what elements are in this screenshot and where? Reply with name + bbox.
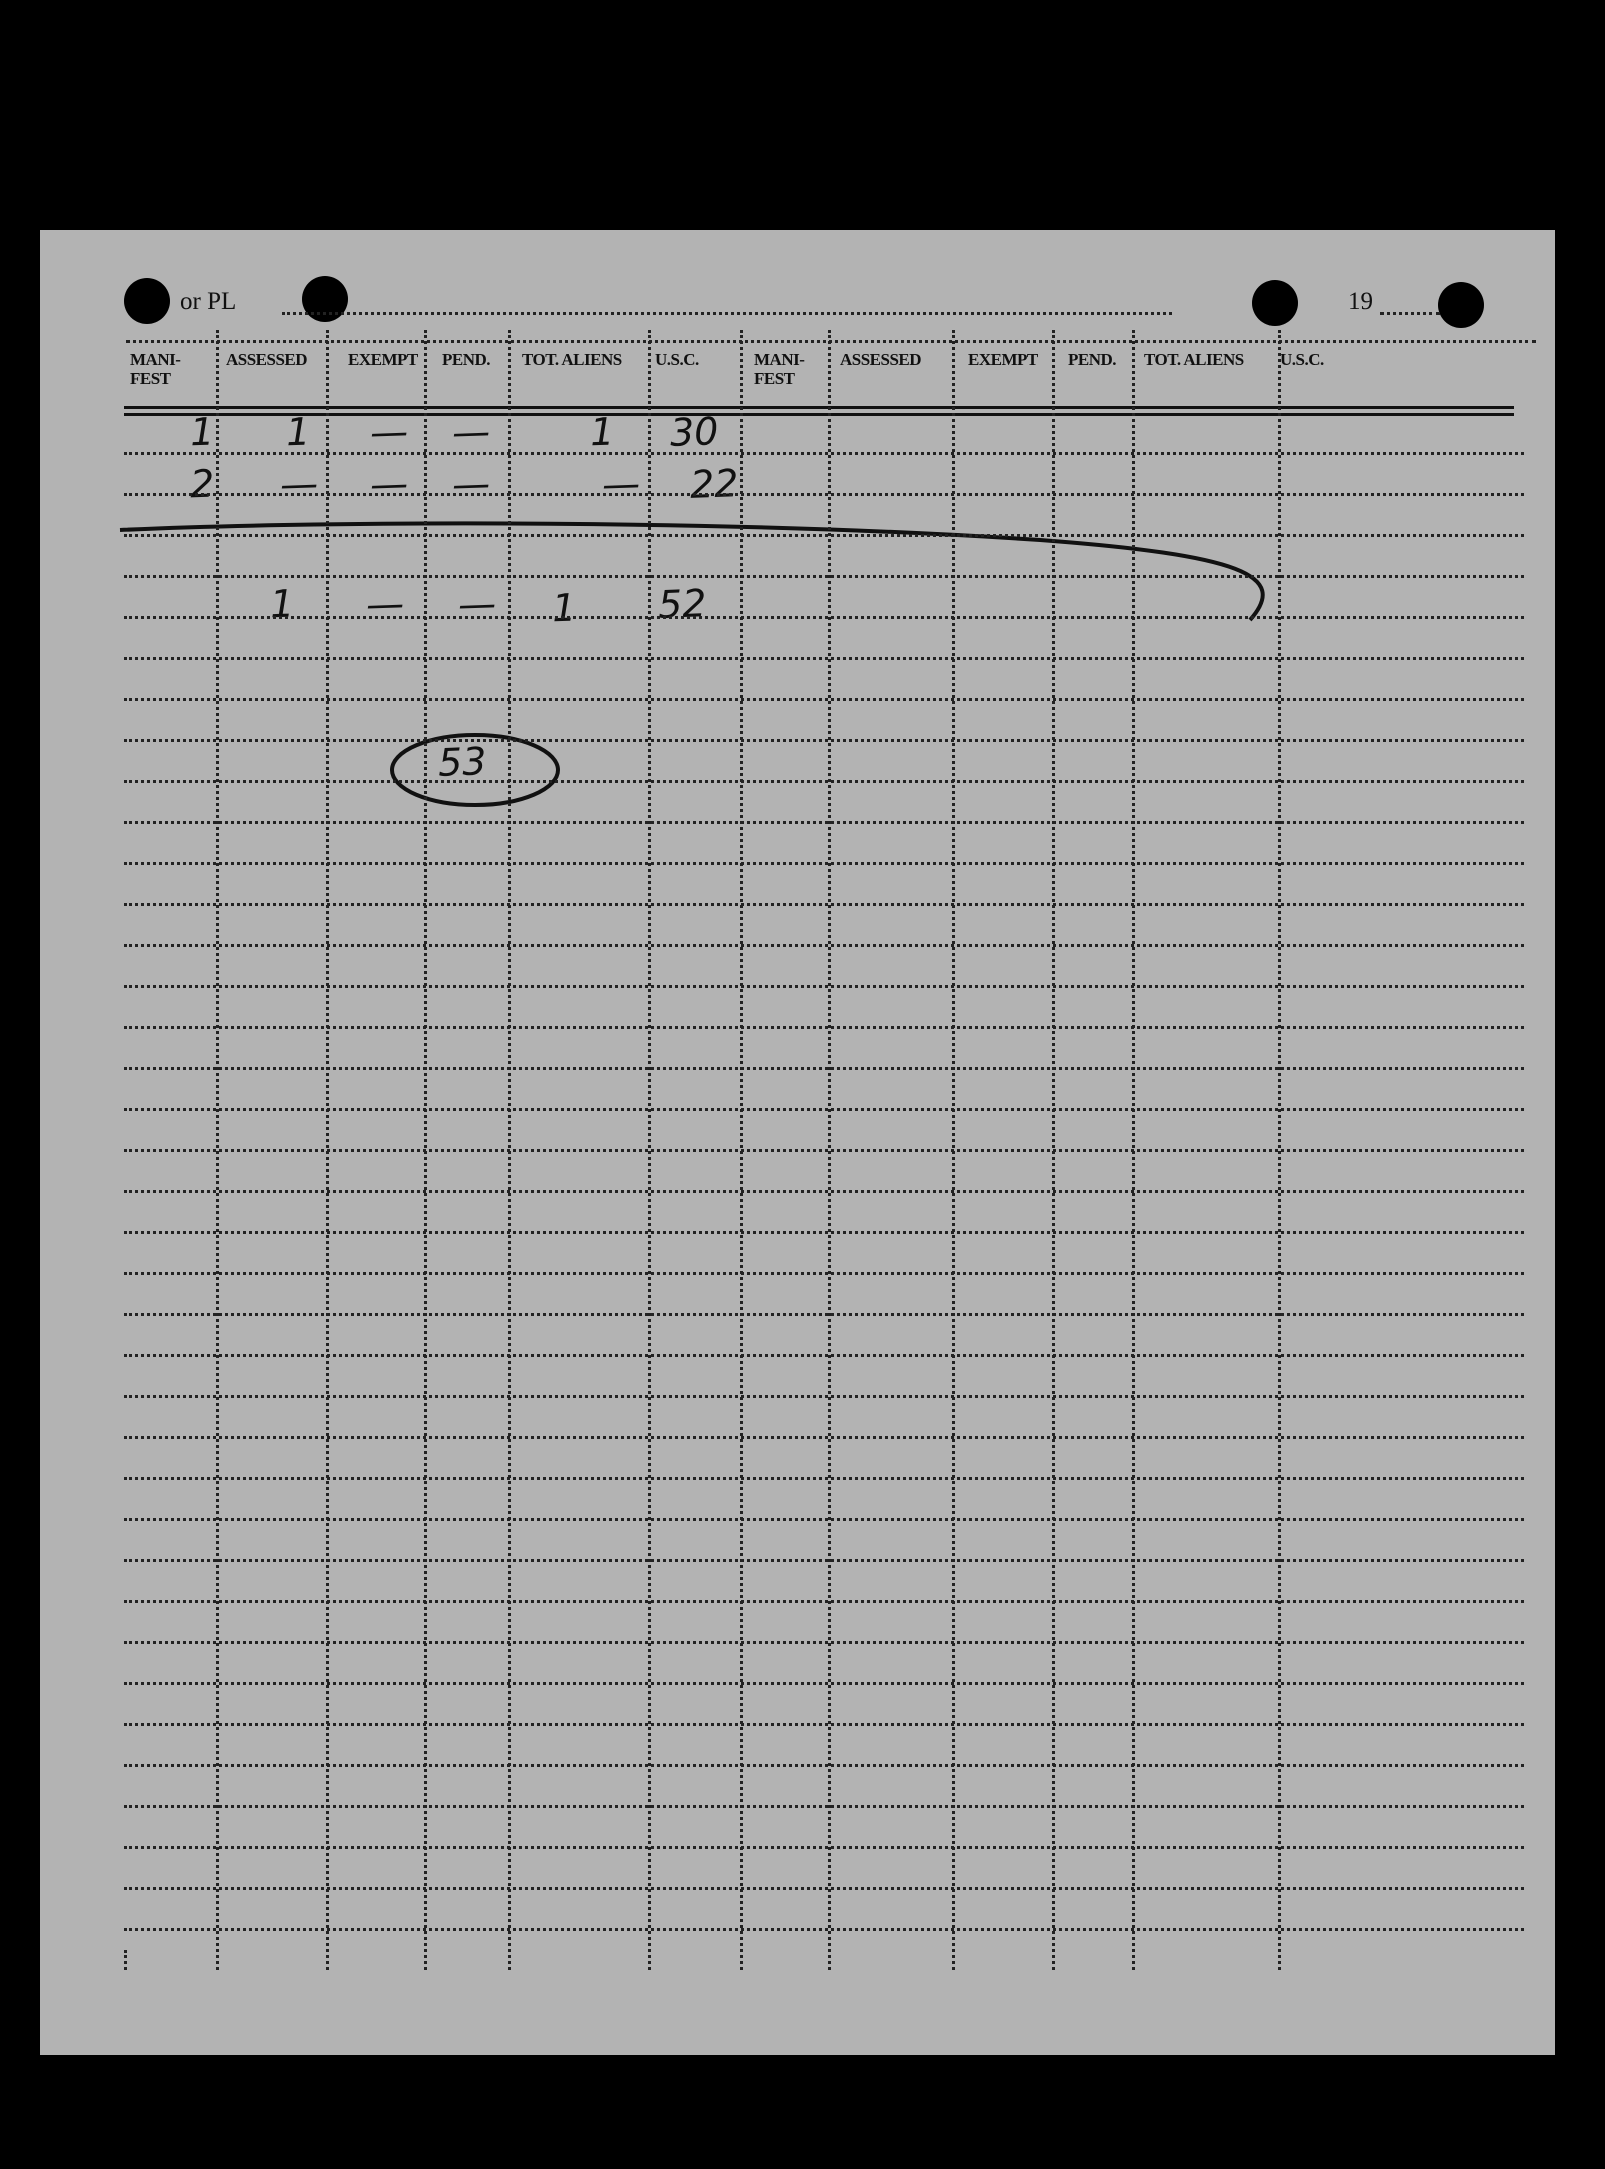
row2-usc: 22 <box>689 461 740 507</box>
col-header-manifest-left: MANI- FEST <box>130 350 181 388</box>
grid-row-line <box>124 780 1524 783</box>
grid-row-line <box>124 862 1524 865</box>
total-usc: 52 <box>657 581 708 627</box>
col-header-assessed-left: ASSESSED <box>226 350 308 369</box>
grid-row-line <box>124 1600 1524 1603</box>
row1-usc: 30 <box>669 409 720 455</box>
grid-column-line <box>424 330 427 1970</box>
grid-row-line <box>124 1518 1524 1521</box>
grid-row-line <box>124 1846 1524 1849</box>
grid-row-line <box>124 1272 1524 1275</box>
grand-total: 53 <box>437 739 488 785</box>
grid-column-line <box>326 330 329 1970</box>
grid-row-line <box>124 616 1524 619</box>
grid-row-line <box>124 1190 1524 1193</box>
grid-row-line <box>124 657 1524 660</box>
grid-row-line <box>124 698 1524 701</box>
grid-row-line <box>124 821 1524 824</box>
row1-assessed: 1 <box>285 409 311 455</box>
row2-assessed: — <box>279 461 319 507</box>
total-assessed: 1 <box>269 581 295 627</box>
row1-pend: — <box>451 409 491 455</box>
grid-row-line <box>124 1436 1524 1439</box>
row2-manifest: 2 <box>189 461 215 507</box>
grid-row-line <box>124 1559 1524 1562</box>
row2-pend: — <box>451 461 491 507</box>
grid-row-line <box>124 903 1524 906</box>
grid-row-line <box>124 1641 1524 1644</box>
grid-column-line <box>216 330 219 1970</box>
grid-column-line <box>648 330 651 1970</box>
row2-tot-aliens: — <box>601 461 641 507</box>
grid-left-border <box>124 1950 127 1970</box>
form-prefix-text: or PL <box>180 288 237 315</box>
row2-exempt: — <box>369 461 409 507</box>
handwriting-strokes <box>40 230 1555 2055</box>
total-pend: — <box>457 581 497 627</box>
grid-column-line <box>952 330 955 1970</box>
col-header-usc-right: U.S.C. <box>1280 350 1324 369</box>
row1-exempt: — <box>369 409 409 455</box>
col-header-exempt-left: EXEMPT <box>348 350 418 369</box>
total-tot-aliens: 1 <box>551 585 577 631</box>
grid-column-line <box>740 330 743 1970</box>
col-header-tot-aliens-right: TOT. ALIENS <box>1144 350 1244 369</box>
grid-row-line <box>124 1313 1524 1316</box>
grid-row-line <box>124 534 1524 537</box>
grid-row-line <box>124 1682 1524 1685</box>
grid-row-line <box>124 452 1524 455</box>
grid-row-line <box>124 1395 1524 1398</box>
grid-row-line <box>124 1887 1524 1890</box>
grid-row-line <box>124 1354 1524 1357</box>
grid-column-line <box>1132 330 1135 1970</box>
grid-row-line <box>124 1723 1524 1726</box>
grid-row-line <box>124 1477 1524 1480</box>
col-header-pend-right: PEND. <box>1068 350 1117 369</box>
col-header-exempt-right: EXEMPT <box>968 350 1038 369</box>
col-header-manifest-right: MANI- FEST <box>754 350 805 388</box>
grid-row-line <box>124 1067 1524 1070</box>
grid-row-line <box>124 1149 1524 1152</box>
col-header-usc-left: U.S.C. <box>655 350 699 369</box>
grid-row-line <box>124 1108 1524 1111</box>
grid-row-line <box>124 1805 1524 1808</box>
grid-row-line <box>124 739 1524 742</box>
row1-tot-aliens: 1 <box>589 409 615 455</box>
grid-column-line <box>1052 330 1055 1970</box>
grid-row-line <box>124 575 1524 578</box>
total-exempt: — <box>365 581 405 627</box>
grid-row-line <box>124 985 1524 988</box>
grid-row-line <box>124 1764 1524 1767</box>
grid-column-line <box>1278 330 1281 1970</box>
grid-column-line <box>508 330 511 1970</box>
year-prefix: 19 <box>1348 288 1373 315</box>
grid-column-line <box>828 330 831 1970</box>
row1-manifest: 1 <box>189 409 215 455</box>
grid-row-line <box>124 493 1524 496</box>
col-header-assessed-right: ASSESSED <box>840 350 922 369</box>
col-header-tot-aliens-left: TOT. ALIENS <box>522 350 622 369</box>
grid-row-line <box>124 944 1524 947</box>
grid-row-line <box>124 1231 1524 1234</box>
grid-row-line <box>124 1026 1524 1029</box>
form-sheet <box>40 230 1555 2055</box>
col-header-pend-left: PEND. <box>442 350 491 369</box>
grid-row-line <box>124 1928 1524 1931</box>
